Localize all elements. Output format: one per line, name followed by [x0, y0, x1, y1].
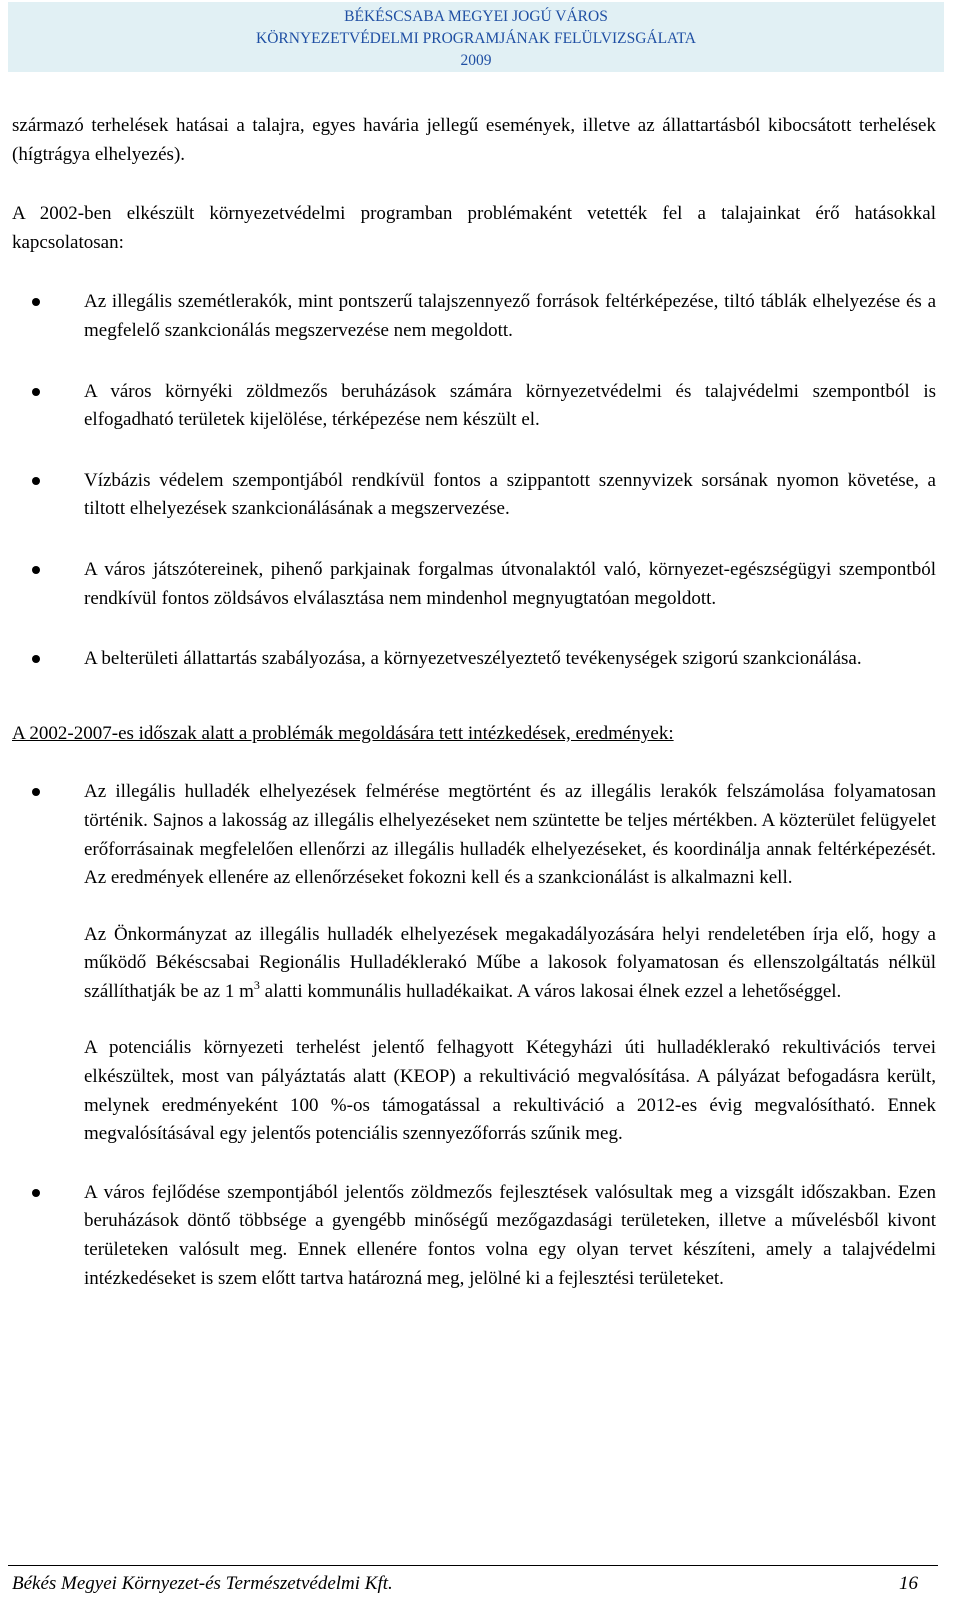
intro-paragraph: származó terhelések hatásai a talajra, egyes havária jellegű események, illetve az állattartásból kibocsátott terhelések (hígtrágya elhelyezés).: [12, 115, 936, 165]
list-item: A város fejlődése szempontjából jelentős zöldmezős fejlesztések valósultak meg a vizsgált időszakban. Ezen beruházások döntő többsége a gyengébb minőségű mezőgazdasági területeken, illetve a művelésből kivont területeken valósult meg. Ennek ellenére fontos volna egy olyan tervet készíteni, amely a talajvédelmi intézkedéseket is szem előtt tartva határozná meg, jelölné ki a fejlesztési területeket.: [12, 1179, 936, 1293]
list-item: A belterületi állattartás szabályozása, a környezetveszélyeztető tevékenységek szigorú szankcionálása.: [12, 645, 936, 674]
list-item: Az illegális szemétlerakók, mint pontszerű talajszennyező források feltérképezése, tiltó táblák elhelyezése és a megfelelő szankcionálás megszervezése nem megoldott.: [12, 288, 936, 345]
header-city: BÉKÉSCSABA MEGYEI JOGÚ VÁROS: [344, 8, 608, 25]
document-footer: [12, 1571, 934, 1597]
document-body: [12, 112, 936, 1293]
result-paragraph: A potenciális környezeti terhelést jelentő felhagyott Kétegyházi úti hulladéklerakó rekultivációs tervei elkészültek, most van pályáztatás alatt (KEOP) a rekultiváció megvalósítása. A pályázat befogadásra került, melynek eredményeként 100 %-os támogatással a rekultiváció a 2012-es évig megvalósítható. Ennek megvalósításával egy jelentős potenciális szennyezőforrás szűnik meg.: [84, 1037, 936, 1145]
header-year: 2009: [460, 52, 492, 69]
problems-list: [12, 288, 936, 673]
bullet-icon: [32, 655, 40, 663]
bullet-icon: [32, 298, 40, 306]
footer-divider: [8, 1565, 938, 1566]
bullet-icon: [32, 566, 40, 574]
header-title: KÖRNYEZETVÉDELMI PROGRAMJÁNAK FELÜLVIZSGÁLATA: [256, 30, 696, 47]
list-item: A város játszótereinek, pihenő parkjainak forgalmas útvonalaktól való, környezet-egészségügyi szempontból rendkívül fontos zöldsávos elválasztása nem mindenhol megnyugtatóan megoldott.: [12, 556, 936, 613]
problems-intro: A 2002-ben elkészült környezetvédelmi programban problémaként vetették fel a talajainkat érő hatásokkal kapcsolatosan:: [12, 203, 936, 253]
footer-organization: Békés Megyei Környezet-és Természetvédelmi Kft.: [12, 1573, 393, 1594]
list-item: Az illegális hulladék elhelyezések felmérése megtörtént és az illegális lerakók felszámolása folyamatosan történik. Sajnos a lakosság az illegális elhelyezéseket nem szüntette be teljes mértékben. A közterület felügyelet erőforrásainak megfelelően ellenőrzi az illegális hulladék elhelyezéseket, és koordinálja annak feltérképezését. Az eredmények ellenére az ellenőrzéseket fokozni kell és a szankcionálást is alkalmazni kell.: [12, 778, 936, 892]
list-item: Vízbázis védelem szempontjából rendkívül fontos a szippantott szennyvizek sorsának nyomon követése, a tiltott elhelyezések szankcionálásának a megszervezése.: [12, 467, 936, 524]
results-heading: A 2002-2007-es időszak alatt a problémák megoldására tett intézkedések, eredmények:: [12, 722, 674, 744]
list-item: A város környéki zöldmezős beruházások számára környezetvédelmi és talajvédelmi szempontból is elfogadható területek kijelölése, térképezése nem készült el.: [12, 378, 936, 435]
results-list: [12, 778, 936, 892]
bullet-icon: [32, 1189, 40, 1197]
bullet-icon: [32, 788, 40, 796]
document-header: [8, 2, 944, 72]
bullet-icon: [32, 388, 40, 396]
results-list-2: [12, 1179, 936, 1293]
bullet-icon: [32, 477, 40, 485]
result-paragraph: Az Önkormányzat az illegális hulladék elhelyezések megakadályozására helyi rendeletében írja elő, hogy a működő Békéscsabai Regionális Hulladéklerakó Műbe a lakosok folyamatosan és ellenszolgáltatás nélkül szállíthatják be az 1 $m^3$ alatti kommunális hulladékaikat. A város lakosai élnek ezzel a lehetőséggel.: [84, 923, 936, 1002]
page-number: 16: [899, 1573, 918, 1594]
